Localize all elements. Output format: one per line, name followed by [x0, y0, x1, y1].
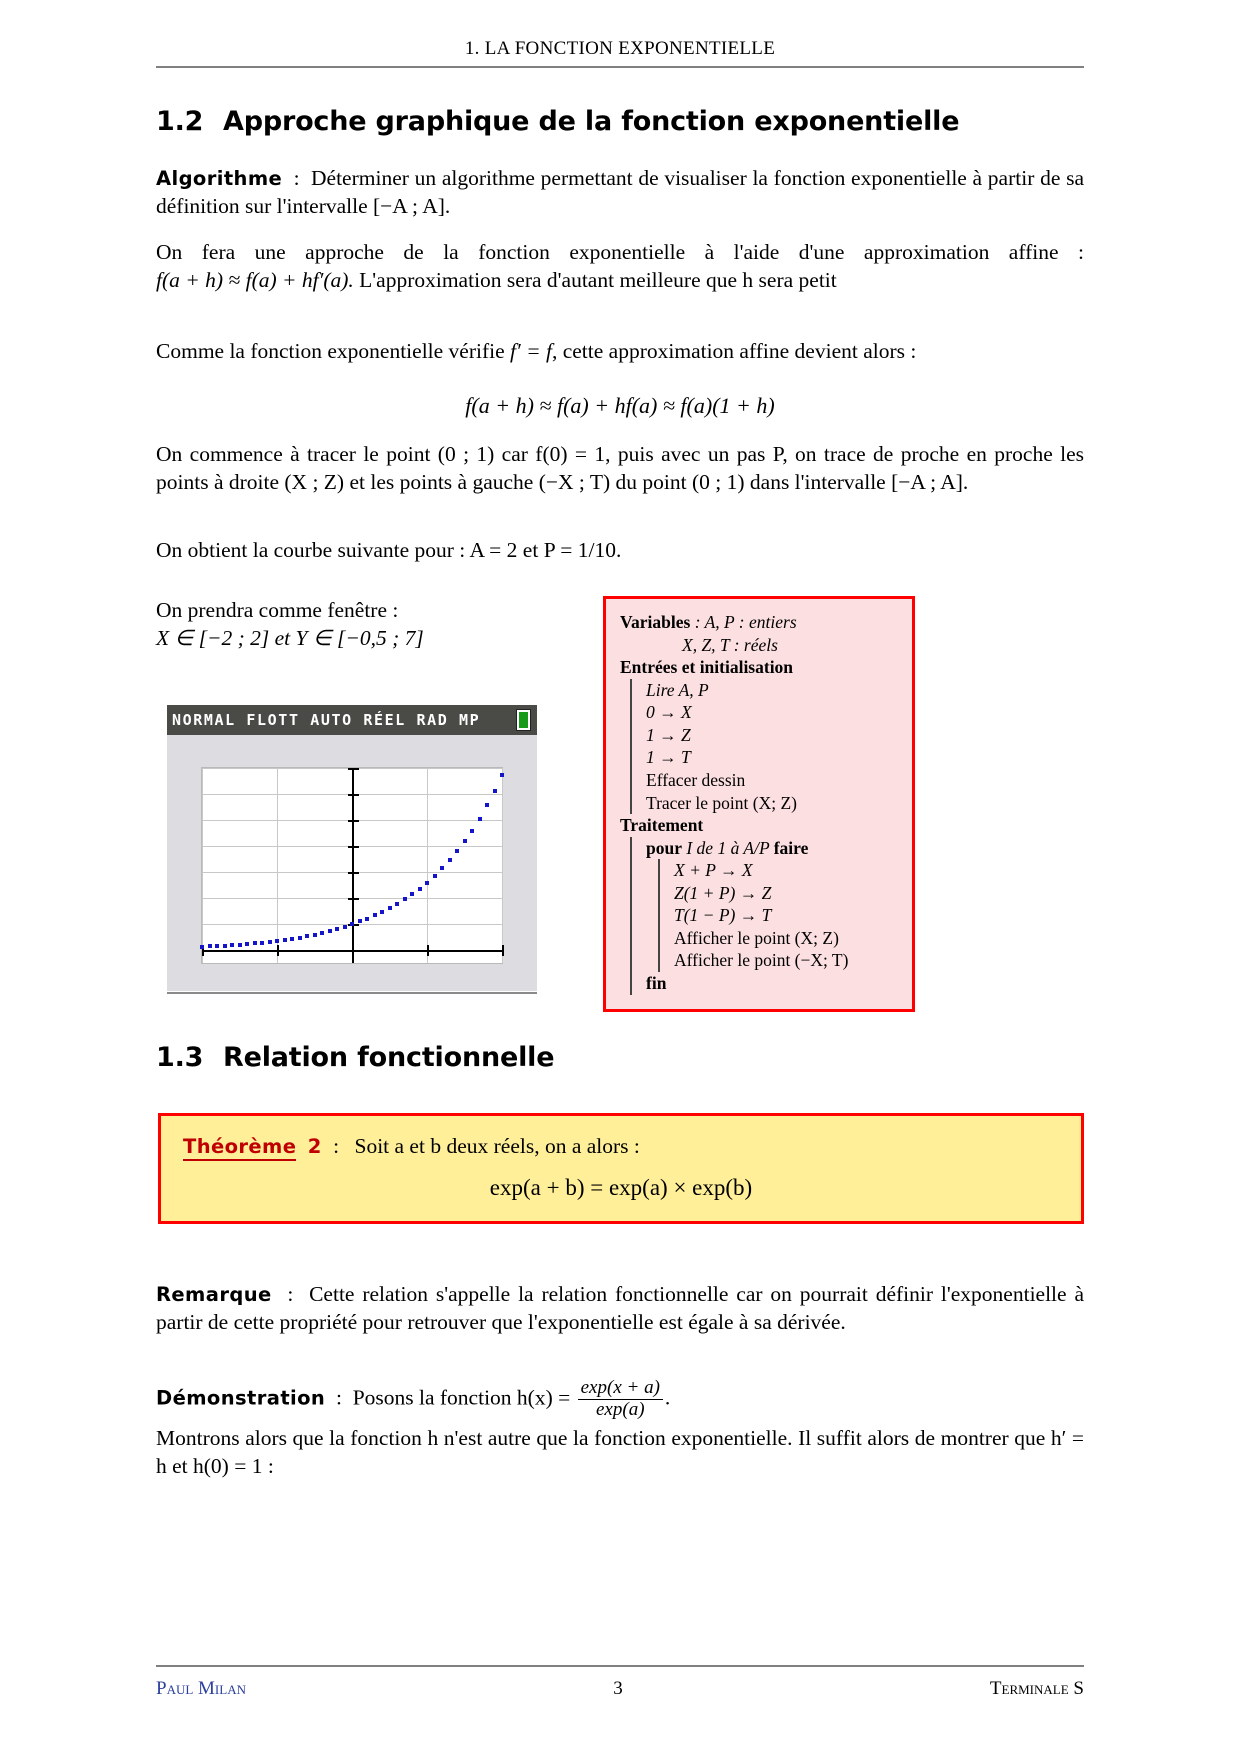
plot-point: [365, 917, 369, 921]
algo-entrees-label: [620, 656, 902, 679]
plot-point: [448, 858, 452, 862]
section-number-1-2: 1.2: [156, 106, 204, 137]
plot-point: [403, 897, 407, 901]
fenetre-line2: X ∈ [−2 ; 2] et Y ∈ [−0,5 ; 7]: [156, 626, 424, 651]
plot-point: [260, 941, 264, 945]
paragraph-demonstration: [156, 1378, 1084, 1421]
plot-point: [485, 803, 489, 807]
remarque-colon: :: [287, 1282, 294, 1306]
theoreme-colon: :: [333, 1134, 340, 1158]
para2-part-a: On fera une approche de la fonction exponentielle à l'aide d'une approximation affine :: [156, 240, 1084, 264]
plot-point: [328, 929, 332, 933]
plot-point: [493, 789, 497, 793]
paragraph-approche-affine: [156, 238, 1084, 295]
theorem-formula: exp(a + b) = exp(a) × exp(b): [489, 1175, 753, 1200]
y-axis-tick: [348, 794, 359, 796]
x-axis: [202, 950, 502, 952]
theorem-box: [158, 1113, 1084, 1224]
grid-line-vertical: [502, 768, 503, 963]
plot-point: [350, 922, 354, 926]
paragraph-remarque: [156, 1280, 1084, 1337]
plot-point: [380, 910, 384, 914]
plot-point: [223, 944, 227, 948]
fenetre-line1: On prendra comme fenêtre :: [156, 598, 399, 622]
section-title-1-2: Approche graphique de la fonction exponentielle: [223, 106, 960, 137]
proof-line2: Montrons alors que la fonction h n'est autre que la fonction exponentielle. Il suffit alors de montrer que h′ = h et h(0) = 1 :: [156, 1426, 1084, 1479]
proof-fraction: [578, 1378, 663, 1421]
algo-pour-range: I de 1 à A/P: [681, 837, 774, 858]
para5-text: On obtient la courbe suivante pour : A = 2 et P = 1/10.: [156, 538, 622, 562]
y-axis-tick: [348, 898, 359, 900]
x-axis-tick: [427, 945, 429, 956]
algo-boucle-block: [658, 859, 902, 972]
para3-part-b: , cette approximation affine devient alors :: [551, 339, 917, 363]
plot-point: [418, 887, 422, 891]
theoreme-number: 2: [307, 1135, 322, 1158]
algorithm-box: [603, 596, 915, 1012]
algo-pour-keyword: pour: [646, 837, 682, 858]
algo-traitement-label: [620, 814, 902, 837]
plot-point: [200, 945, 204, 949]
algo-boucle-line: T(1 − P) → T: [674, 905, 772, 926]
algo-traitement-block: [630, 837, 902, 995]
plot-point: [433, 874, 437, 878]
plot-point: [238, 943, 242, 947]
algo-entrees-line: Tracer le point (X; Z): [646, 792, 797, 813]
algo-entrees-line: 1 → Z: [646, 724, 691, 745]
proof-fraction-numerator: exp(x + a): [578, 1378, 663, 1400]
algorithme-colon: :: [293, 166, 300, 190]
paragraph-demonstration-line2: [156, 1424, 1084, 1481]
plot-point: [343, 925, 347, 929]
footer-author: Paul Milan: [156, 1678, 246, 1699]
plot-point: [268, 940, 272, 944]
plot-point: [320, 931, 324, 935]
proof-period: .: [664, 1385, 671, 1410]
algo-fin-line: [646, 972, 902, 995]
display-equation-1: f(a + h) ≈ f(a) + hf(a) ≈ f(a)(1 + h): [465, 393, 775, 418]
y-axis-tick: [348, 768, 359, 770]
algo-entrees-line: Lire A, P: [646, 679, 709, 700]
running-head: 1. LA FONCTION EXPONENTIELLE: [464, 38, 776, 59]
algo-entrees-line: Effacer dessin: [646, 769, 746, 790]
y-axis-tick: [348, 872, 359, 874]
algo-variables-value1: : A, P : entiers: [694, 612, 797, 632]
demonstration-label: Démonstration: [156, 1386, 326, 1410]
paragraph-verifie: [156, 337, 1084, 365]
calculator-bottom-rule: [167, 992, 537, 994]
remarque-label: Remarque: [156, 1283, 272, 1306]
battery-icon: [516, 709, 531, 731]
algo-traitement-label-text: Traitement: [620, 815, 704, 836]
algo-boucle-line: Afficher le point (X; Z): [674, 927, 839, 948]
paragraph-algorithme: [156, 164, 1084, 221]
plot-point: [313, 933, 317, 937]
calculator-status-bar: NORMAL FLOTT AUTO RÉEL RAD MP: [167, 705, 537, 735]
demonstration-intro: Posons la fonction h(x) =: [352, 1385, 576, 1410]
plot-point: [440, 866, 444, 870]
plot-point: [305, 934, 309, 938]
theoreme-statement: Soit a et b deux réels, on a alors :: [354, 1134, 640, 1158]
plot-point: [290, 937, 294, 941]
algo-boucle-line: Afficher le point (−X; T): [674, 950, 849, 971]
plot-point: [335, 927, 339, 931]
algo-variables-line1: [620, 611, 902, 634]
algo-variables-line2: X, Z, T : réels: [682, 634, 778, 655]
plot-point: [230, 943, 234, 947]
calculator-screenshot: [167, 705, 537, 991]
paragraph-tracer-points: [156, 440, 1084, 497]
para3-part-a: Comme la fonction exponentielle vérifie: [156, 339, 511, 363]
theorem-head: [183, 1134, 1059, 1159]
para2-part-b: L'approximation sera d'autant meilleure que h sera petit: [353, 268, 837, 293]
algo-faire-keyword: faire: [773, 837, 809, 858]
x-axis-tick: [502, 945, 504, 956]
plot-point: [358, 919, 362, 923]
plot-point: [455, 849, 459, 853]
section-title-1-3: Relation fonctionnelle: [223, 1042, 555, 1073]
algo-boucle-line: Z(1 + P) → Z: [674, 882, 772, 903]
section-number-1-3: 1.3: [156, 1042, 204, 1073]
proof-fraction-denominator: exp(a): [596, 1398, 645, 1420]
grid-line-vertical: [277, 768, 278, 963]
x-axis-tick: [277, 945, 279, 956]
page-footer: [156, 1678, 1084, 1700]
plot-point: [425, 881, 429, 885]
algo-pour-line: [646, 837, 902, 860]
plot-point: [253, 941, 257, 945]
footer-page-number: 3: [613, 1678, 623, 1699]
y-axis: [352, 768, 354, 963]
y-axis-tick: [348, 820, 359, 822]
plot-point: [388, 906, 392, 910]
algorithme-text: Déterminer un algorithme permettant de visualiser la fonction exponentielle à partir de sa définition sur l'intervalle [−A ; A].: [156, 166, 1084, 219]
plot-point: [500, 773, 504, 777]
section-heading-1-2: [156, 106, 959, 137]
plot-point: [283, 938, 287, 942]
algo-entrees-label-text: Entrées et initialisation: [620, 657, 794, 678]
footer-level: Terminale S: [989, 1678, 1084, 1699]
plot-point: [298, 936, 302, 940]
plot-point: [373, 913, 377, 917]
plot-point: [470, 829, 474, 833]
algo-entrees-line: 1 → T: [646, 747, 691, 768]
demonstration-colon: :: [335, 1385, 342, 1410]
plot-point: [215, 944, 219, 948]
algorithme-label: Algorithme: [156, 167, 283, 190]
grid-line-vertical: [202, 768, 203, 963]
algo-fin-keyword: fin: [646, 973, 667, 993]
y-axis-tick: [348, 846, 359, 848]
algo-boucle-line: X + P → X: [674, 860, 753, 881]
remarque-text: Cette relation s'appelle la relation fonctionnelle car on pourrait définir l'exponentielle à partir de cette propriété pour retrouver que l'exponentielle est égale à sa dérivée.: [156, 1282, 1084, 1335]
para3-formula: f′ = f: [510, 339, 552, 363]
algo-entrees-line: 0 → X: [646, 702, 692, 723]
theoreme-label: Théorème: [183, 1135, 296, 1161]
section-heading-1-3: [156, 1042, 554, 1073]
plot-point: [275, 939, 279, 943]
plot-point: [208, 944, 212, 948]
plot-point: [410, 892, 414, 896]
footer-rule: [156, 1665, 1084, 1667]
plot-point: [245, 942, 249, 946]
paragraph-fenetre: [156, 596, 586, 653]
para2-formula: f(a + h) ≈ f(a) + hf′(a).: [156, 268, 354, 293]
plot-point: [478, 817, 482, 821]
paragraph-courbe-suivante: [156, 536, 1084, 564]
grid-line-vertical: [427, 768, 428, 963]
header-rule: [156, 66, 1084, 68]
algo-variables-label: Variables: [620, 612, 691, 632]
para4-text: On commence à tracer le point (0 ; 1) car f(0) = 1, puis avec un pas P, on trace de proche en proche les points à droite (X ; Z) et les points à gauche (−X ; T) du point (0 ; 1) dans l'intervalle [−A ; A].: [156, 442, 1084, 495]
plot-point: [463, 839, 467, 843]
calculator-plot-area: [201, 767, 503, 964]
plot-point: [395, 902, 399, 906]
algo-entrees-block: [630, 679, 902, 814]
